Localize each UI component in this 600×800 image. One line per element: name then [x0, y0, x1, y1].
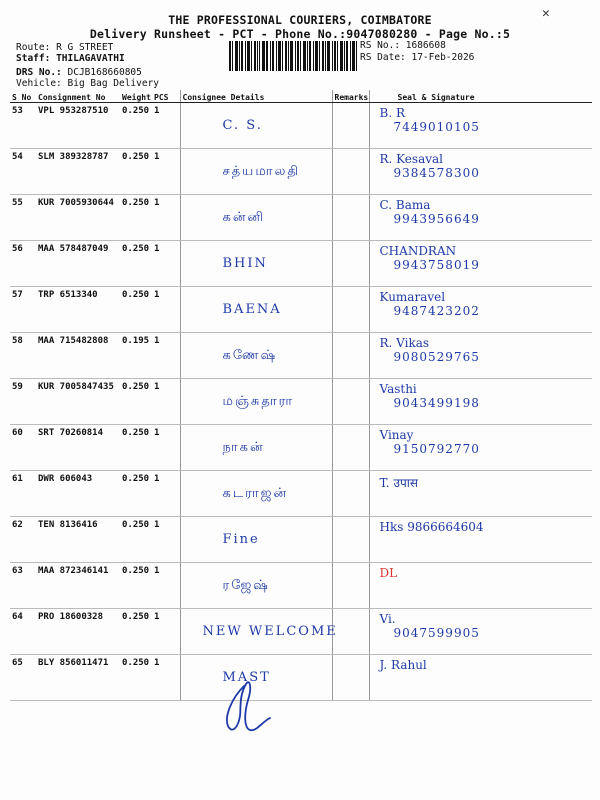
row-consignment: BLY 856011471 — [36, 655, 120, 701]
signature-phone: 9487423202 — [393, 304, 480, 318]
signature-phone: 9047599905 — [393, 626, 480, 640]
row-pcs: 1 — [152, 333, 180, 379]
row-sno: 61 — [10, 471, 36, 517]
row-consignment: TEN 8136416 — [36, 517, 120, 563]
row-weight: 0.195 — [120, 333, 152, 379]
row-weight: 0.250 — [120, 471, 152, 517]
col-sno: S No — [10, 90, 36, 103]
signature-name: Vasthi — [379, 382, 417, 396]
row-signature-cell — [369, 655, 592, 701]
consignee-handwriting: ரஜேஷ் — [222, 578, 270, 593]
drs-value: DCJB168660805 — [67, 67, 142, 78]
row-remarks — [332, 195, 369, 241]
col-remarks: Remarks — [332, 90, 369, 103]
consignee-handwriting: சத்யமாலதி — [222, 164, 301, 179]
row-pcs: 1 — [152, 563, 180, 609]
row-sno: 65 — [10, 655, 36, 701]
drs-label: DRS No.: — [16, 67, 62, 78]
row-consignment: MAA 578487049 — [36, 241, 120, 287]
row-pcs: 1 — [152, 103, 180, 149]
signature-name: B. R — [379, 106, 405, 120]
row-signature-cell — [369, 471, 592, 517]
row-remarks — [332, 149, 369, 195]
row-remarks — [332, 655, 369, 701]
row-weight: 0.250 — [120, 563, 152, 609]
row-signature-cell — [369, 195, 592, 241]
signature-phone: 9943758019 — [393, 258, 480, 272]
row-consignee-cell — [180, 287, 332, 333]
row-sno: 63 — [10, 563, 36, 609]
route-label: Route: — [16, 42, 51, 53]
row-consignee-cell — [180, 241, 332, 287]
row-pcs: 1 — [152, 241, 180, 287]
drs-line — [16, 67, 142, 78]
row-weight: 0.250 — [120, 241, 152, 287]
signature-name: Vinay — [379, 428, 414, 442]
delivery-table — [10, 90, 592, 701]
row-consignee-cell — [180, 103, 332, 149]
consignee-handwriting: கடராஜன் — [222, 486, 289, 501]
row-consignee-cell — [180, 149, 332, 195]
signature-phone: 9384578300 — [393, 166, 480, 180]
row-signature-cell — [369, 241, 592, 287]
row-consignee-cell — [180, 471, 332, 517]
table-row — [10, 609, 592, 655]
row-remarks — [332, 425, 369, 471]
table-row — [10, 471, 592, 517]
row-consignment: VPL 953287510 — [36, 103, 120, 149]
consignee-handwriting: கன்னி — [222, 210, 265, 225]
signature-name: J. Rahul — [379, 658, 427, 672]
row-consignment: KUR 7005847435 — [36, 379, 120, 425]
vehicle-value: Big Bag Delivery — [67, 78, 160, 89]
row-signature-cell — [369, 287, 592, 333]
table-row — [10, 655, 592, 701]
col-pcs: PCS — [152, 90, 180, 103]
consignee-handwriting: MAST — [222, 670, 271, 685]
consignee-handwriting: Fine — [222, 532, 260, 547]
signature-name: R. Kesaval — [379, 152, 443, 166]
row-consignee-cell — [180, 563, 332, 609]
row-signature-cell — [369, 517, 592, 563]
table-row — [10, 517, 592, 563]
row-sno: 62 — [10, 517, 36, 563]
row-remarks — [332, 471, 369, 517]
row-weight: 0.250 — [120, 287, 152, 333]
route-line — [16, 42, 113, 53]
table-row — [10, 241, 592, 287]
row-weight: 0.250 — [120, 379, 152, 425]
row-weight: 0.250 — [120, 517, 152, 563]
row-consignment: SRT 70260814 — [36, 425, 120, 471]
row-sno: 58 — [10, 333, 36, 379]
table-row — [10, 563, 592, 609]
consignee-handwriting: C. S. — [222, 118, 263, 133]
row-consignee-cell — [180, 195, 332, 241]
row-weight: 0.250 — [120, 103, 152, 149]
staff-line — [16, 53, 125, 64]
row-pcs: 1 — [152, 149, 180, 195]
row-signature-cell — [369, 563, 592, 609]
row-consignment: KUR 7005930644 — [36, 195, 120, 241]
row-signature-cell — [369, 379, 592, 425]
consignee-handwriting: BAENA — [222, 302, 282, 317]
col-weight: Weight — [120, 90, 152, 103]
table-row — [10, 333, 592, 379]
row-pcs: 1 — [152, 195, 180, 241]
row-sno: 56 — [10, 241, 36, 287]
row-pcs: 1 — [152, 379, 180, 425]
row-signature-cell — [369, 103, 592, 149]
row-consignee-cell — [180, 333, 332, 379]
table-row — [10, 425, 592, 471]
row-remarks — [332, 379, 369, 425]
route-value: R G STREET — [56, 42, 114, 53]
table-row — [10, 103, 592, 149]
row-pcs: 1 — [152, 517, 180, 563]
row-sno: 59 — [10, 379, 36, 425]
row-consignment: PRO 18600328 — [36, 609, 120, 655]
staff-signature — [222, 678, 272, 738]
row-consignee-cell — [180, 379, 332, 425]
consignee-handwriting: மஞ்சுதாரா — [222, 394, 295, 409]
table-row — [10, 195, 592, 241]
row-signature-cell — [369, 333, 592, 379]
row-consignee-cell — [180, 425, 332, 471]
rs-number: RS No.: 1686608 — [360, 40, 446, 51]
row-remarks — [332, 287, 369, 333]
row-signature-cell — [369, 425, 592, 471]
row-weight: 0.250 — [120, 425, 152, 471]
row-pcs: 1 — [152, 287, 180, 333]
signature-name: T. उपास — [379, 476, 418, 490]
row-consignment: MAA 872346141 — [36, 563, 120, 609]
col-details: Consignee Details — [180, 90, 332, 103]
signature-phone: 9080529765 — [393, 350, 480, 364]
row-consignment: SLM 389328787 — [36, 149, 120, 195]
row-sno: 60 — [10, 425, 36, 471]
signature-name: Kumaravel — [379, 290, 446, 304]
signature-name: R. Vikas — [379, 336, 430, 350]
row-pcs: 1 — [152, 609, 180, 655]
signature-phone: 7449010105 — [393, 120, 480, 134]
signature-name: Hks 9866664604 — [379, 520, 484, 534]
runsheet-subtitle: Delivery Runsheet - PCT - Phone No.:9047080280 - Page No.:5 — [89, 27, 511, 41]
table-row — [10, 287, 592, 333]
table-row — [10, 149, 592, 195]
company-title: THE PROFESSIONAL COURIERS, COIMBATORE — [168, 13, 432, 27]
corner-x-mark: ✕ — [542, 6, 550, 21]
signature-name: C. Bama — [379, 198, 431, 212]
row-consignment: DWR 606043 — [36, 471, 120, 517]
rs-date: RS Date: 17-Feb-2026 — [360, 52, 475, 63]
row-consignee-cell — [180, 517, 332, 563]
staff-label: Staff: — [16, 53, 51, 64]
row-signature-cell — [369, 609, 592, 655]
staff-value: THILAGAVATHI — [56, 53, 125, 64]
row-weight: 0.250 — [120, 195, 152, 241]
row-remarks — [332, 241, 369, 287]
consignee-handwriting: கணேஷ் — [222, 348, 278, 363]
row-sno: 55 — [10, 195, 36, 241]
row-consignment: MAA 715482808 — [36, 333, 120, 379]
vehicle-line — [16, 78, 159, 89]
consignee-handwriting: BHIN — [222, 256, 268, 271]
consignee-handwriting: NEW WELCOME — [202, 624, 338, 639]
signature-phone: 9043499198 — [393, 396, 480, 410]
barcode-image — [229, 41, 357, 71]
row-weight: 0.250 — [120, 609, 152, 655]
row-weight: 0.250 — [120, 655, 152, 701]
signature-name: CHANDRAN — [379, 244, 457, 258]
row-pcs: 1 — [152, 655, 180, 701]
row-remarks — [332, 103, 369, 149]
vehicle-label: Vehicle: — [16, 78, 62, 89]
row-remarks — [332, 517, 369, 563]
row-remarks — [332, 333, 369, 379]
table-header-row — [10, 90, 592, 103]
signature-name: DL — [379, 566, 398, 580]
col-consignment: Consignment No — [36, 90, 120, 103]
signature-name: Vi. — [379, 612, 396, 626]
row-weight: 0.250 — [120, 149, 152, 195]
signature-phone: 9943956649 — [393, 212, 480, 226]
row-pcs: 1 — [152, 425, 180, 471]
table-row — [10, 379, 592, 425]
row-consignee-cell — [180, 609, 338, 655]
row-sno: 57 — [10, 287, 36, 333]
row-consignment: TRP 6513340 — [36, 287, 120, 333]
col-seal: Seal & Signature — [369, 90, 592, 103]
row-sno: 64 — [10, 609, 36, 655]
row-sno: 54 — [10, 149, 36, 195]
row-sno: 53 — [10, 103, 36, 149]
row-remarks — [332, 563, 369, 609]
signature-phone: 9150792770 — [393, 442, 480, 456]
consignee-handwriting: நாகன் — [222, 440, 265, 455]
row-signature-cell — [369, 149, 592, 195]
row-pcs: 1 — [152, 471, 180, 517]
